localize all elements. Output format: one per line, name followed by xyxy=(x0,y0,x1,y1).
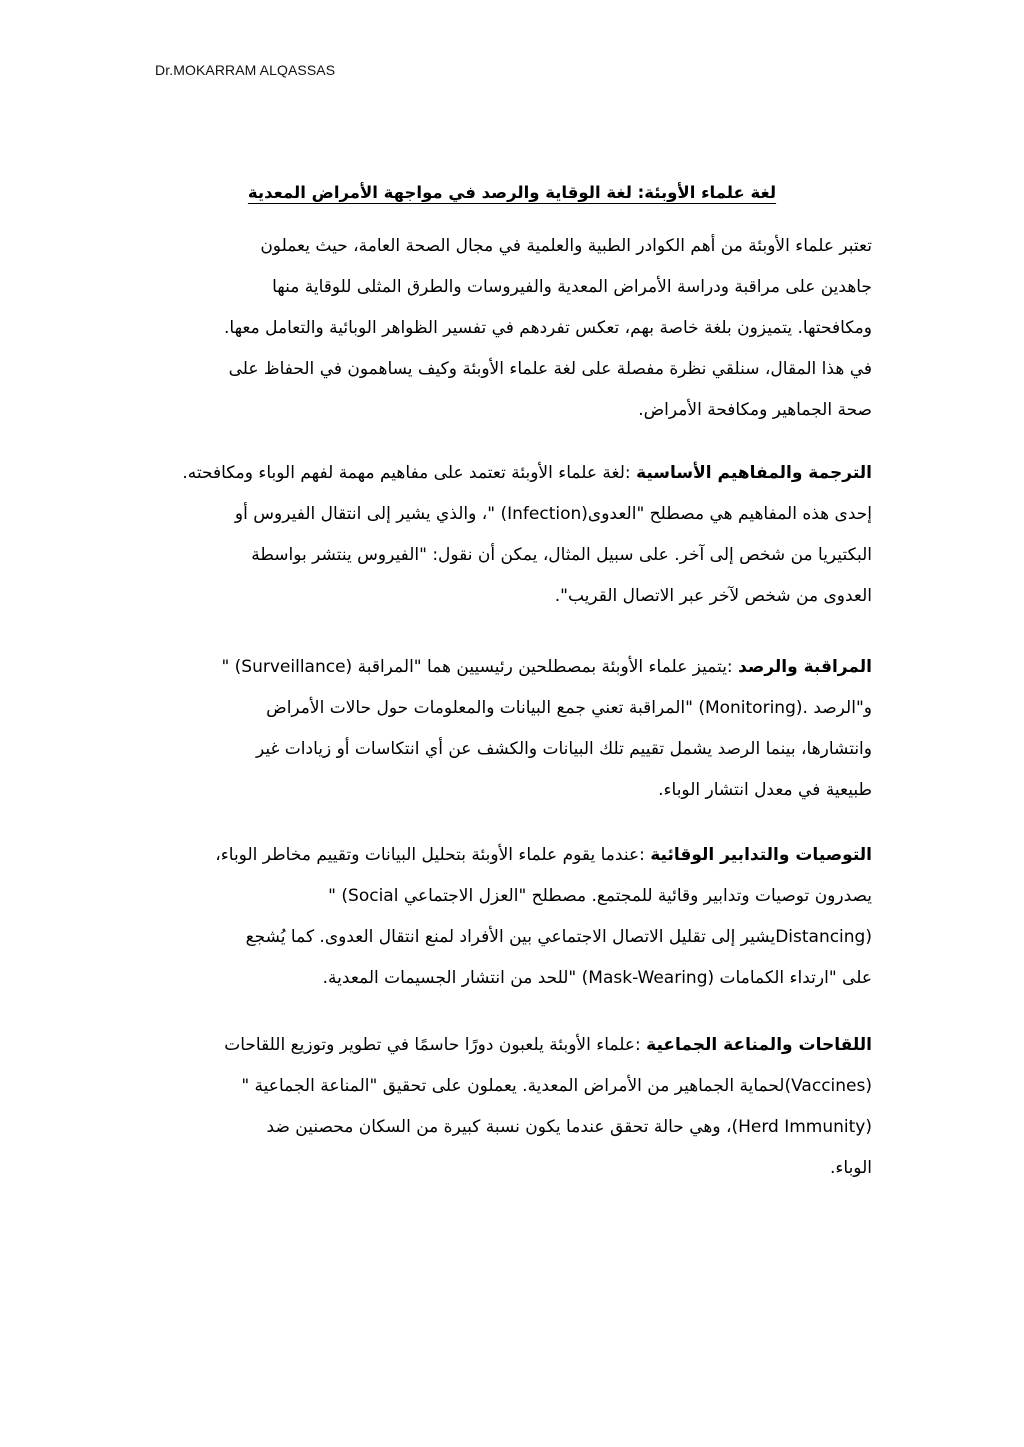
surveillance-first-line xyxy=(150,657,872,698)
header-author: Dr.MOKARRAM ALQASSAS xyxy=(155,62,336,78)
vaccines-first-line-text: :علماء الأوبئة يلعبون دورًا حاسمًا في تطوير وتوزيع اللقاحات xyxy=(224,1035,647,1055)
intro-line: في هذا المقال، سنلقي نظرة مفصلة على لغة علماء الأوبئة وكيف يساهمون في الحفاظ على xyxy=(228,359,872,379)
vaccines-paragraph xyxy=(150,1035,872,1199)
vaccines-line: (Vaccines)لحماية الجماهير من الأمراض المعدية. يعملون على تحقيق "المناعة الجماعية " xyxy=(241,1076,872,1096)
recommendations-line: على "ارتداء الكمامات (Mask-Wearing) "للحد من انتشار الجسيمات المعدية. xyxy=(322,968,872,988)
recommendations-line: يصدرون توصيات وتدابير وقائية للمجتمع. مصطلح "العزل الاجتماعي Social) " xyxy=(328,886,872,906)
intro-paragraph xyxy=(150,236,872,441)
vaccines-line: (Herd Immunity)، وهي حالة تحقق عندما يكون نسبة كبيرة من السكان محصنين ضد xyxy=(266,1117,872,1137)
intro-line: جاهدين على مراقبة ودراسة الأمراض المعدية والفيروسات والطرق المثلى للوقاية منها xyxy=(272,277,872,297)
translation-line: البكتيريا من شخص إلى آخر. على سبيل المثال، يمكن أن نقول: "الفيروس ينتشر بواسطة xyxy=(251,545,872,565)
intro-line: تعتبر علماء الأوبئة من أهم الكوادر الطبية والعلمية في مجال الصحة العامة، حيث يعملون xyxy=(260,236,872,256)
translation-line: إحدى هذه المفاهيم هي مصطلح "العدوى(Infection) "، والذي يشير إلى انتقال الفيروس أو xyxy=(234,504,872,524)
surveillance-heading: المراقبة والرصد xyxy=(738,657,872,677)
recommendations-first-line-text: :عندما يقوم علماء الأوبئة بتحليل البيانات وتقييم مخاطر الوباء، xyxy=(215,845,651,865)
translation-first-line xyxy=(150,463,872,504)
intro-line: ومكافحتها. يتميزون بلغة خاصة بهم، تعكس تفردهم في تفسير الظواهر الوبائية والتعامل معها. xyxy=(223,318,872,338)
vaccines-heading: اللقاحات والمناعة الجماعية xyxy=(646,1035,872,1055)
surveillance-line: طبيعية في معدل انتشار الوباء. xyxy=(658,780,872,800)
translation-first-line-text: :لغة علماء الأوبئة تعتمد على مفاهيم مهمة لفهم الوباء ومكافحته. xyxy=(182,463,637,483)
recommendations-paragraph xyxy=(150,845,872,1009)
recommendations-first-line xyxy=(150,845,872,886)
translation-paragraph xyxy=(150,463,872,627)
recommendations-line: (Distancingيشير إلى تقليل الاتصال الاجتماعي بين الأفراد لمنع انتقال العدوى. كما يُشجع xyxy=(245,927,872,947)
surveillance-paragraph xyxy=(150,657,872,821)
recommendations-heading: التوصيات والتدابير الوقائية xyxy=(650,845,872,865)
document-title: لغة علماء الأوبئة: لغة الوقاية والرصد في مواجهة الأمراض المعدية xyxy=(247,183,777,202)
vaccines-line: الوباء. xyxy=(830,1158,872,1178)
surveillance-first-line-text: :يتميز علماء الأوبئة بمصطلحين رئيسيين هما "المراقبة (Surveillance) " xyxy=(221,657,739,677)
translation-line: العدوى من شخص لآخر عبر الاتصال القريب". xyxy=(554,586,872,606)
surveillance-line: و"الرصد .(Monitoring) "المراقبة تعني جمع البيانات والمعلومات حول حالات الأمراض xyxy=(266,698,872,718)
intro-line: صحة الجماهير ومكافحة الأمراض. xyxy=(638,400,872,420)
translation-heading: الترجمة والمفاهيم الأساسية xyxy=(636,463,872,483)
surveillance-line: وانتشارها، بينما الرصد يشمل تقييم تلك البيانات والكشف عن أي انتكاسات أو زيادات غير xyxy=(255,739,872,759)
vaccines-first-line xyxy=(150,1035,872,1076)
